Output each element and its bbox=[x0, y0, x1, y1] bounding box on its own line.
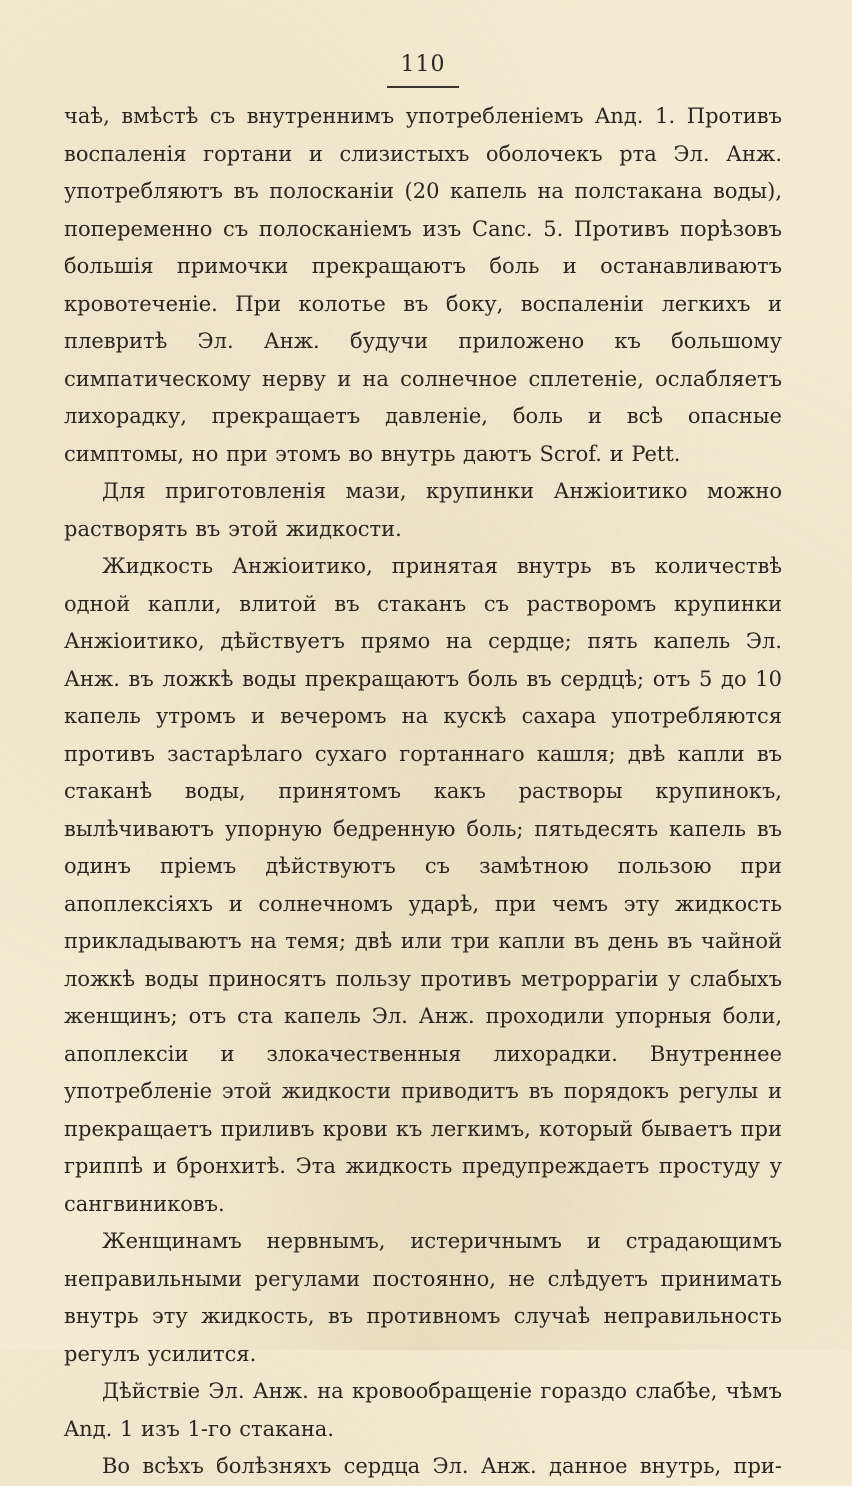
paragraph-3: Жидкость Анжіоитико, принятая внутрь въ количествѣ одной капли, влитой въ стаканъ съ растворомъ крупинки Анжіоитико, дѣйствуетъ прямо на сердце; пять капель Эл. Анж. въ ложкѣ воды прекращаютъ боль въ сердцѣ; отъ 5 до 10 капель утромъ и вечеромъ на кускѣ сахара употребляются противъ застарѣлаго сухаго гортаннаго кашля; двѣ капли въ стаканѣ воды, принятомъ какъ растворы крупинокъ, вылѣчиваютъ упорную бедренную боль; пятьдесять капель въ одинъ пріемъ дѣйствуютъ съ замѣтною пользою при апоплексіяхъ и солнечномъ ударѣ, при чемъ эту жидкость прикладываютъ на темя; двѣ или три капли въ день въ чайной ложкѣ воды приносятъ пользу противъ метроррагіи у слабыхъ женщинъ; отъ ста капель Эл. Анж. проходили упорныя боли, апоплексіи и злокачественныя лихорадки. Внутреннее употребленіе этой жидкости приводитъ въ порядокъ регулы и прекращаетъ приливъ крови къ легкимъ, который бываетъ при гриппѣ и бронхитѣ. Эта жидкость предупреждаетъ простуду у сангвиниковъ. bbox=[64, 554, 782, 1216]
paragraph-6: Во всѣхъ болѣзняхъ сердца Эл. Анж. данное внутрь, при- bbox=[102, 1454, 782, 1478]
paragraph-4: Женщинамъ нервнымъ, истеричнымъ и страдающимъ неправильными регулами постоянно, не слѣдуетъ принимать внутрь эту жидкость, въ противномъ случаѣ неправильность регулъ усилится. bbox=[64, 1229, 782, 1366]
page-body bbox=[64, 98, 782, 1486]
paragraph-2: Для приготовленія мази, крупинки Анжіоитико можно растворять въ этой жидкости. bbox=[64, 479, 782, 541]
page-number bbox=[64, 50, 782, 80]
page-number-text: 110 bbox=[400, 52, 446, 77]
page-number-rule bbox=[387, 86, 459, 88]
paragraph-1: чаѣ, вмѣстѣ съ внутреннимъ употребленіемъ Anд. 1. Противъ воспаленія гортани и слизистыхъ оболочекъ рта Эл. Анж. употребляютъ въ полосканіи (20 капель на полстакана воды), попеременно съ полосканіемъ изъ Canc. 5. Противъ порѣзовъ большія примочки прекращаютъ боль и останавливаютъ кровотеченіе. При колотье въ боку, воспаленіи легкихъ и плевритѣ Эл. Анж. будучи приложено къ большому симпатическому нерву и на солнечное сплетеніе, ослабляетъ лихорадку, прекращаетъ давленіе, боль и всѣ опасные симптомы, но при этомъ во внутрь даютъ Scrof. и Pett. bbox=[64, 104, 782, 466]
paragraph-5: Дѣйствіе Эл. Анж. на кровообращеніе гораздо слабѣе, чѣмъ Anд. 1 изъ 1-го стакана. bbox=[64, 1379, 782, 1441]
book-page bbox=[64, 50, 782, 1478]
